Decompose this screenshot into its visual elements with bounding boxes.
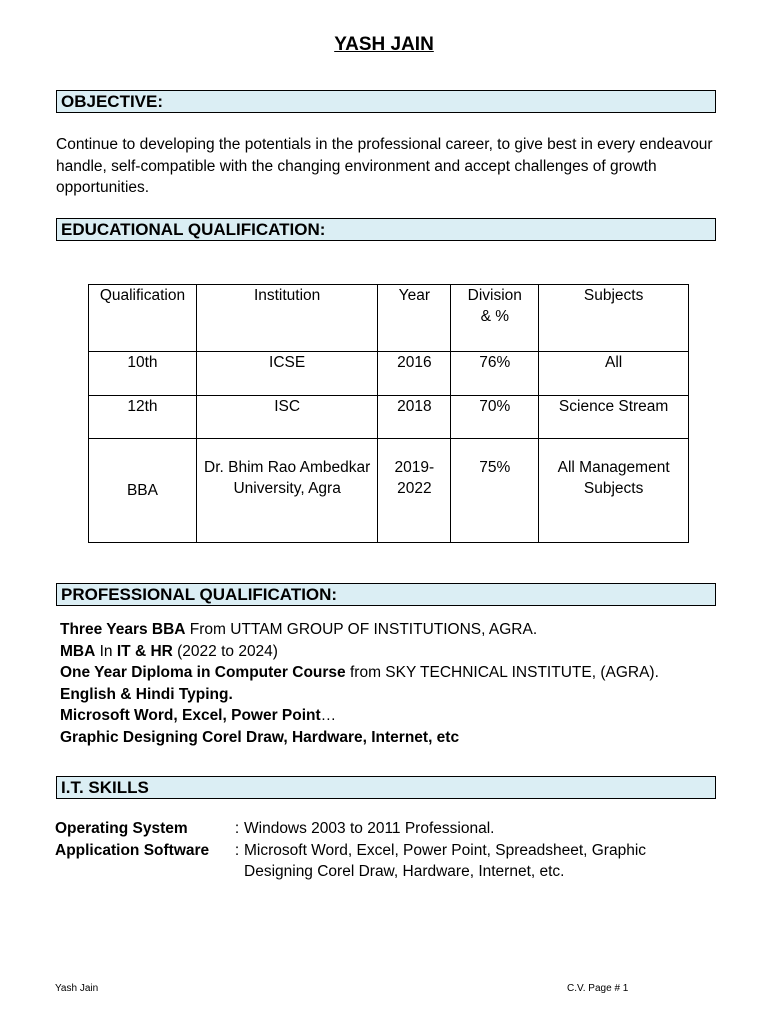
table-header-row [89,285,689,352]
table-cell: 10th [89,352,197,396]
skill-colon: : [234,820,240,837]
column-header: Subjects [539,285,689,352]
table-cell: Science Stream [539,396,689,439]
skill-value: Microsoft Word, Excel, Power Point, Spreadsheet, Graphic Designing Corel Draw, Hardware, Internet, etc. [244,841,647,880]
table-cell: BBA [89,439,197,543]
footer-name: Yash Jain [55,983,99,994]
table-cell: 2019-2022 [378,439,451,543]
table-row [89,396,689,439]
table-row [89,352,689,396]
table-cell: Dr. Bhim Rao Ambedkar University, Agra [196,439,377,543]
column-header: Year [378,285,451,352]
table-cell: 75% [451,439,539,543]
list-item: Graphic Designing Corel Draw, Hardware, Internet, etc [60,728,460,746]
table-cell: 76% [451,352,539,396]
table-cell: All Management Subjects [539,439,689,543]
professional-heading: PROFESSIONAL QUALIFICATION: [56,583,716,606]
education-table [88,284,689,543]
table-cell: All [539,352,689,396]
skill-row [55,818,735,840]
table-cell: 2018 [378,396,451,439]
table-cell: 2016 [378,352,451,396]
list-item: MBA In IT & HR (2022 to 2024) [60,642,278,660]
skill-value: Windows 2003 to 2011 Professional. [244,820,495,837]
list-item: Microsoft Word, Excel, Power Point… [60,707,337,724]
skill-label: Operating System [55,820,188,837]
objective-text: Continue to developing the potentials in the professional career, to give best in every endeavour handle, self-compatible with the changing environment and accept challenges of growth opportunities. [56,136,713,196]
skill-row [55,840,735,883]
objective-heading: OBJECTIVE: [56,90,716,113]
table-cell: ICSE [196,352,377,396]
table-cell: 70% [451,396,539,439]
table-row [89,439,689,543]
column-header: Institution [196,285,377,352]
list-item: One Year Diploma in Computer Course from SKY TECHNICAL INSTITUTE, (AGRA). [60,664,659,681]
education-heading: EDUCATIONAL QUALIFICATION: [56,218,716,241]
it-skills-heading: I.T. SKILLS [56,776,716,799]
footer-page-number: C.V. Page # 1 [567,983,629,994]
table-cell: 12th [89,396,197,439]
professional-list [60,619,740,748]
skill-colon: : [234,841,240,859]
candidate-name: YASH JAIN [334,34,434,55]
list-item: English & Hindi Typing. [60,685,233,703]
list-item: Three Years BBA From UTTAM GROUP OF INSTITUTIONS, AGRA. [60,621,538,638]
table-cell: ISC [196,396,377,439]
skill-label: Application Software [55,841,210,859]
it-skills-list [55,818,735,883]
column-header: Qualification [89,285,197,352]
column-header: Division & % [451,285,539,352]
